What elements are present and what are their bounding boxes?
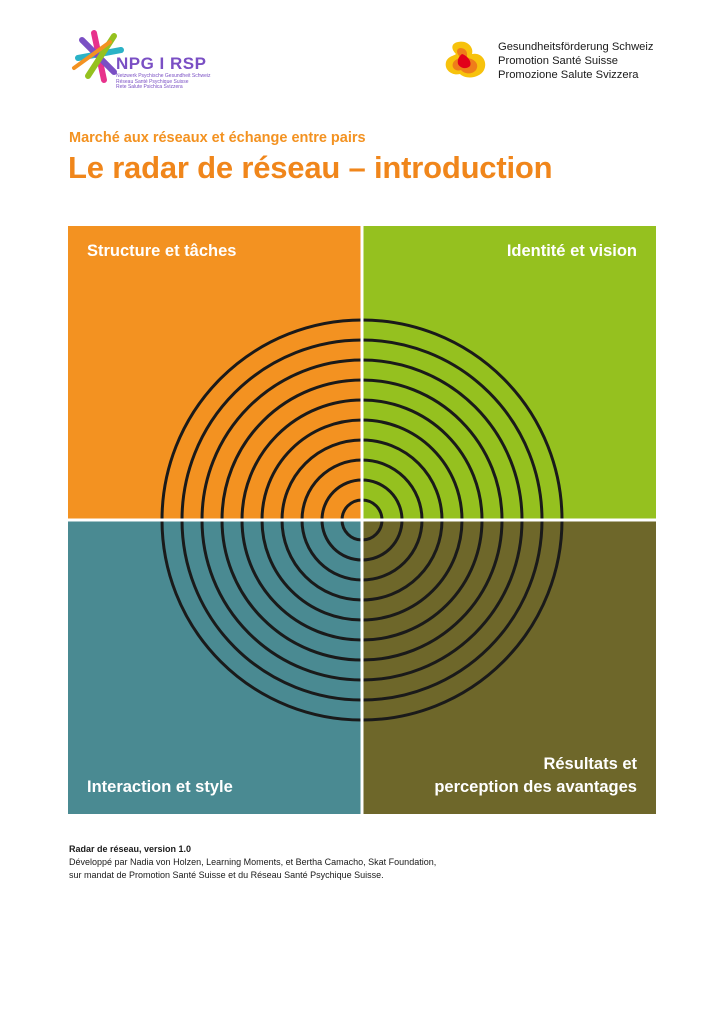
partner-name-fr: Promotion Santé Suisse	[498, 55, 619, 67]
npg-logo-text: NPG I RSP	[116, 54, 207, 73]
quadrant-label-structure: Structure et tâches	[87, 242, 237, 260]
quadrant-label-interaction: Interaction et style	[87, 778, 233, 796]
quadrant-label-results: Résultats et perception des avantages	[434, 755, 637, 796]
document-footer	[69, 843, 436, 882]
page-title: Le radar de réseau – introduction	[68, 150, 553, 185]
page-subtitle: Marché aux réseaux et échange entre pairs	[69, 130, 366, 146]
partner-name-de: Gesundheitsförderung Schweiz	[498, 41, 654, 53]
credits-line-1: Développé par Nadia von Holzen, Learning Moments, et Bertha Camacho, Skat Foundation,	[69, 857, 437, 867]
npg-logo-subtext: Netzwerk Psychische Gesundheit Schweiz Réseau Santé Psychique Suisse Rete Salute Psichica Svizzera	[116, 73, 211, 91]
quadrant-label-identity: Identité et vision	[506, 242, 637, 260]
version-line: Radar de réseau, version 1.0	[69, 844, 192, 854]
credits-line-2: sur mandat de Promotion Santé Suisse et du Réseau Santé Psychique Suisse.	[69, 870, 384, 880]
partner-name-it: Promozione Salute Svizzera	[498, 69, 639, 81]
